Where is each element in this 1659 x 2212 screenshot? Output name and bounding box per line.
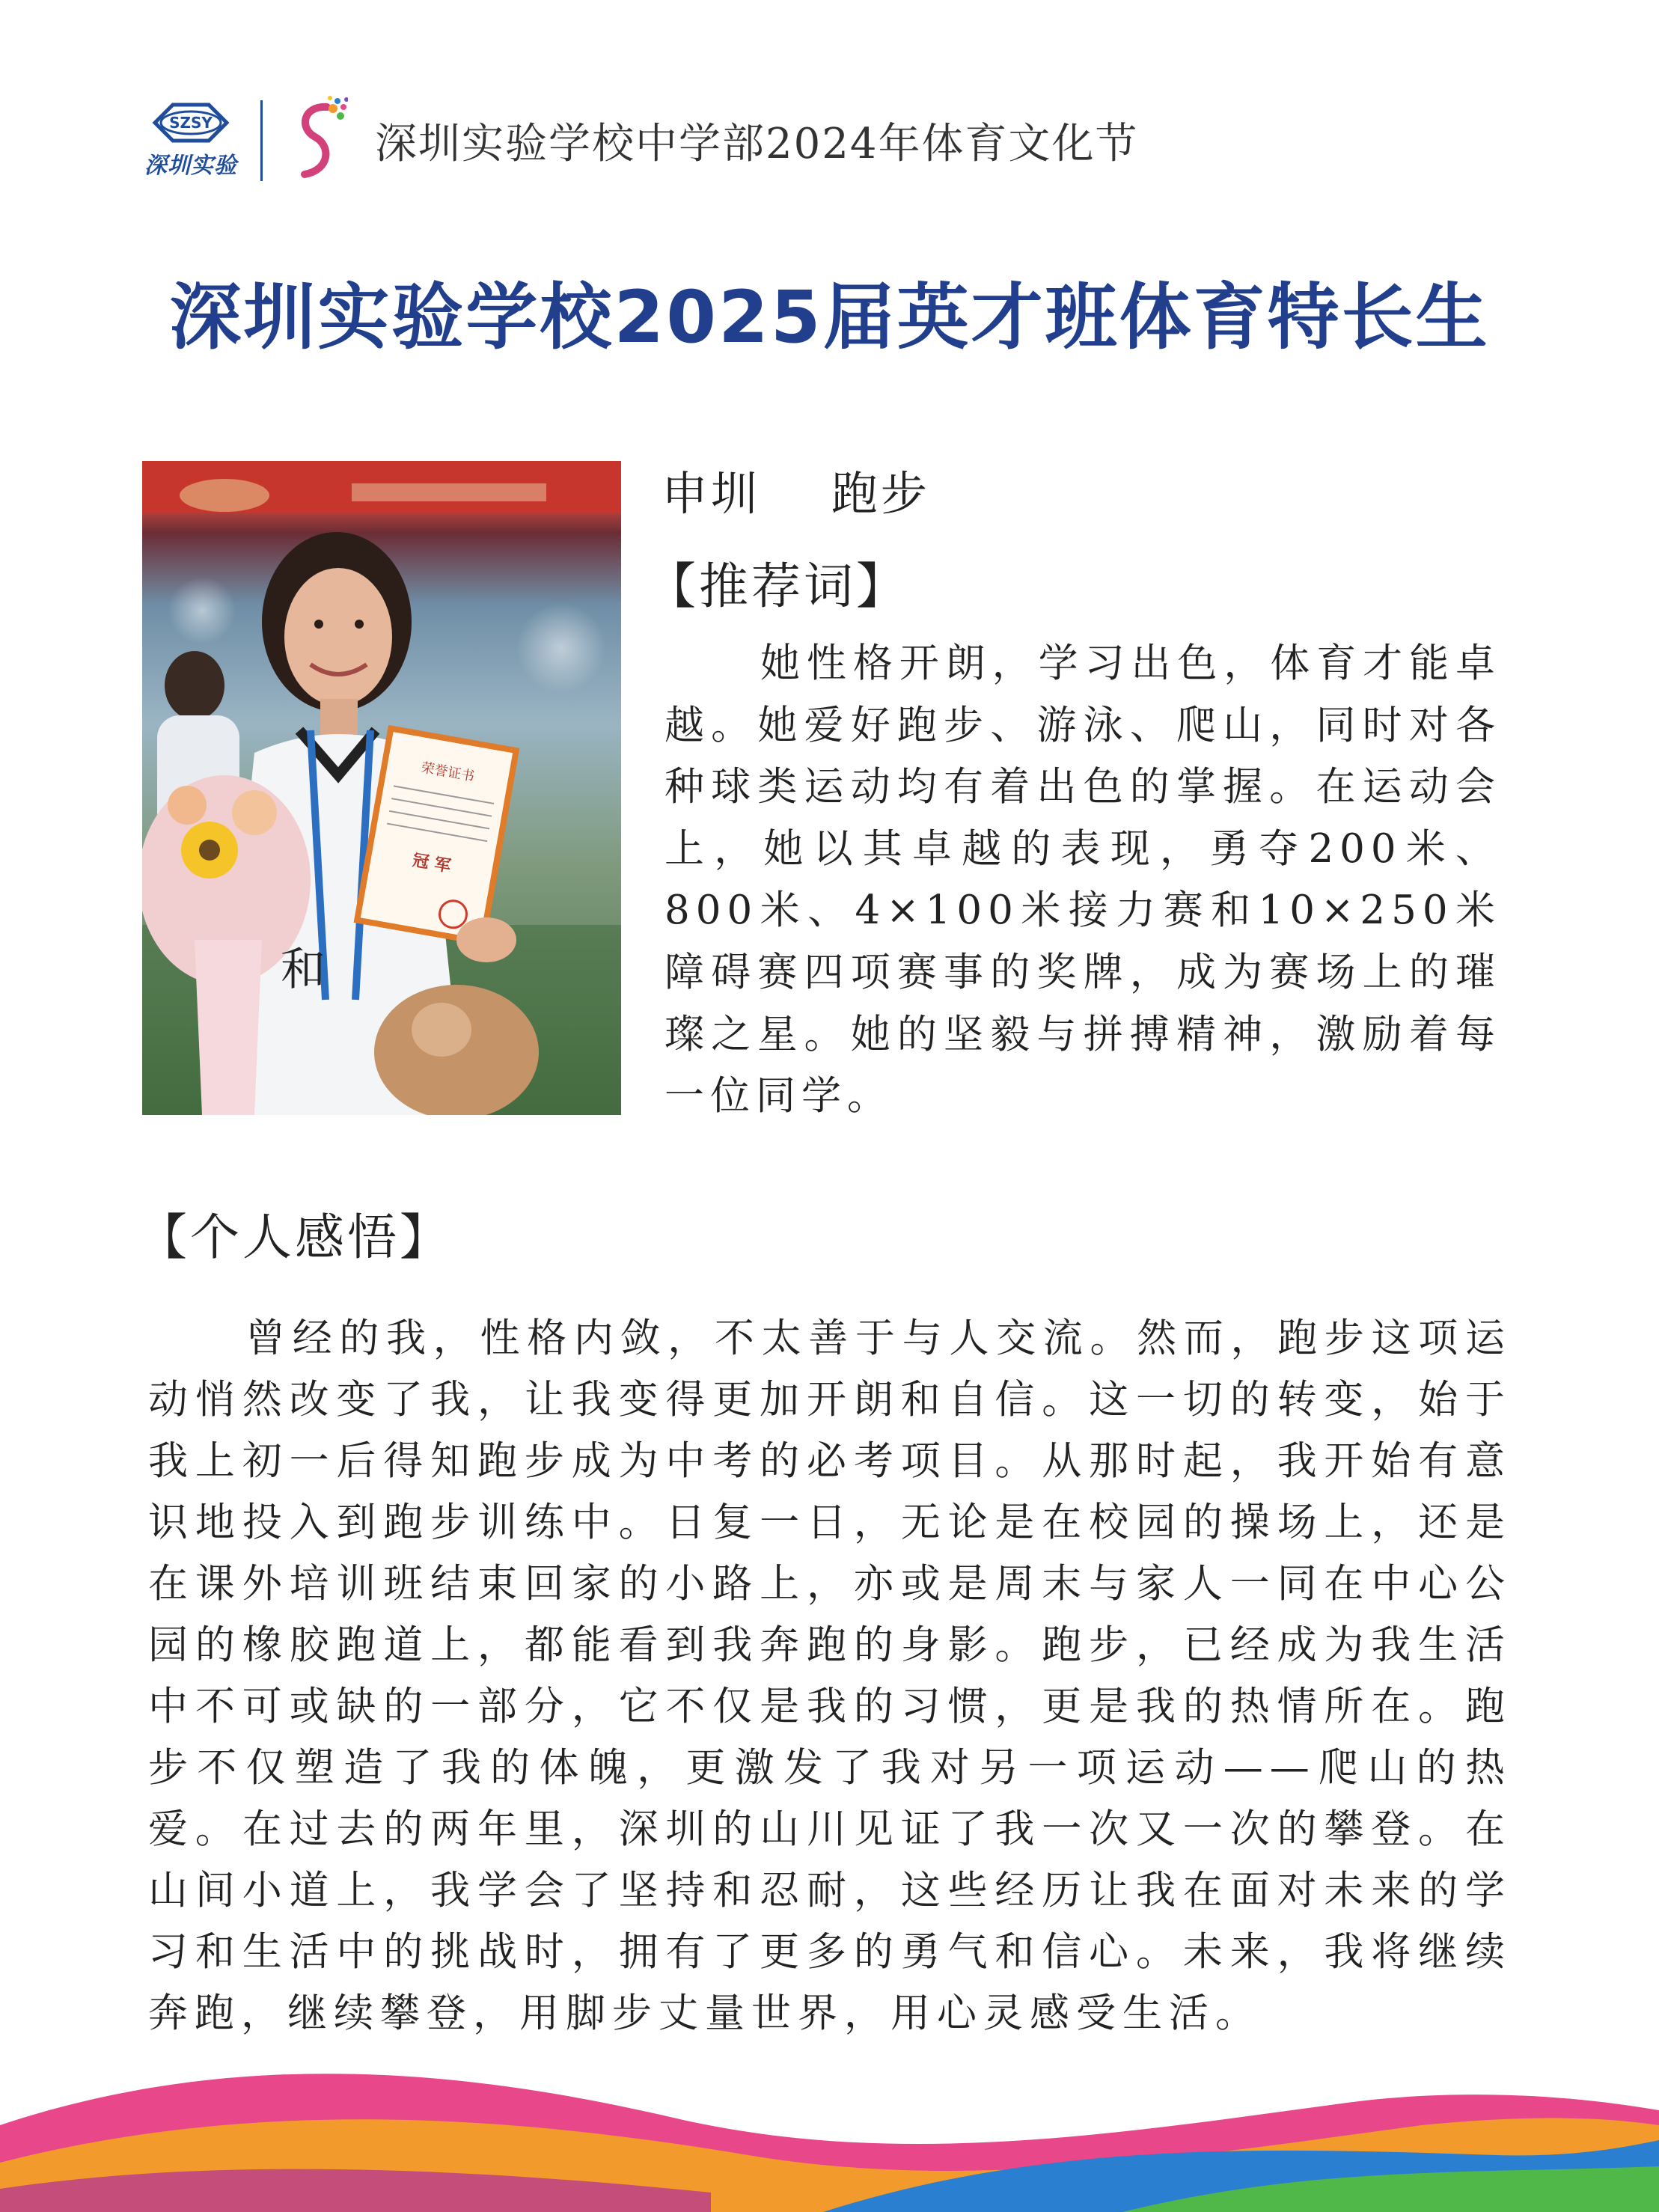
logo-badge-text: SZSY — [169, 114, 213, 132]
certificate-title: 荣誉证书 — [420, 760, 476, 785]
recommendation-text: 她性格开朗，学习出色，体育才能卓越。她爱好跑步、游泳、爬山，同时对各种球类运动均有着出色的掌握。在运动会上，她以其卓越的表现，勇夺200米、800米、4×100米接力赛和10×250米障碍赛四项赛事的奖牌，成为赛场上的璀璨之星。她的坚毅与拼搏精神，激励着每一位同学。 — [664, 641, 1501, 1119]
header-divider — [260, 100, 263, 181]
student-name-sport: 申圳 跑步 — [662, 466, 930, 521]
school-logo — [142, 92, 239, 189]
festival-logo-icon — [288, 92, 348, 189]
decorative-wave — [0, 2035, 1659, 2212]
school-emblem-icon — [152, 102, 230, 144]
recommendation-heading: 【推荐词】 — [647, 557, 908, 615]
school-logo-text: 深圳实验 — [144, 153, 237, 179]
certificate-award: 冠 军 — [411, 851, 453, 877]
shirt-text: 和 — [281, 944, 326, 996]
student-photo — [142, 461, 621, 1115]
header — [142, 96, 1139, 186]
event-title: 深圳实验学校中学部2024年体育文化节 — [375, 120, 1139, 168]
page-title: 深圳实验学校2025届英才班体育特长生 — [169, 275, 1490, 359]
reflection-heading: 【个人感悟】 — [138, 1209, 452, 1266]
reflection-text: 曾经的我，性格内敛，不太善于与人交流。然而，跑步这项运动悄然改变了我，让我变得更加开朗和自信。这一切的转变，始于我上初一后得知跑步成为中考的必考项目。从那时起，我开始有意识地投入到跑步训练中。日复一日，无论是在校园的操场上，还是在课外培训班结束回家的小路上，亦或是周末与家人一同在中心公园的橡胶跑道上，都能看到我奔跑的身影。跑步，已经成为我生活中不可或缺的一部分，它不仅是我的习惯，更是我的热情所在。跑步不仅塑造了我的体魄，更激发了我对另一项运动——爬山的热爱。在过去的两年里，深圳的山川见证了我一次又一次的攀登。在山间小道上，我学会了坚持和忍耐，这些经历让我在面对未来的学习和生活中的挑战时，拥有了更多的勇气和信心。未来，我将继续奔跑，继续攀登，用脚步丈量世界，用心灵感受生活。 — [148, 1316, 1512, 2036]
